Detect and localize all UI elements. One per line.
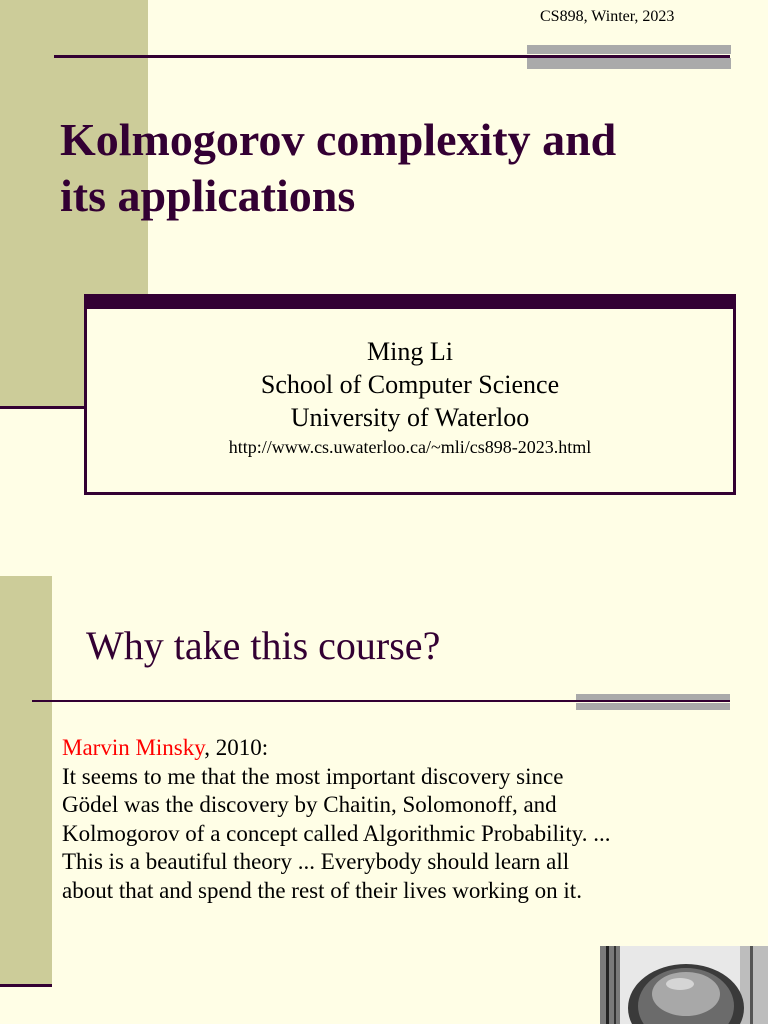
title-line-2: its applications [60,170,356,221]
quote-author: Marvin Minsky [62,735,205,760]
minsky-quote [62,734,742,905]
author-university: University of Waterloo [290,403,530,432]
heading-accent-bar-lower [576,703,730,710]
top-accent-bar [527,45,731,54]
course-tag: CS898, Winter, 2023 [540,8,675,25]
sidebar-decoration-2 [0,576,52,984]
sidebar-rule [0,406,84,409]
slide-title [60,112,750,224]
quote-year: , 2010: [204,735,269,760]
top-rule [54,55,730,58]
sidebar-rule-2 [0,984,52,987]
quote-line-2: Gödel was the discovery by Chaitin, Solomonoff, and [62,792,557,817]
author-name: Ming Li [367,337,453,366]
course-url-link[interactable]: http://www.cs.uwaterloo.ca/~mli/cs898-2023.html [228,437,592,457]
quote-line-1: It seems to me that the most important discovery since [62,763,564,789]
quote-line-3: Kolmogorov of a concept called Algorithmic Probability. ... [62,820,611,846]
author-school: School of Computer Science [260,370,560,399]
quote-attribution [62,734,742,763]
author-box [84,309,736,495]
quote-line-5: about that and spend the rest of their lives working on it. [62,877,582,903]
minsky-photo [600,946,768,1024]
heading-rule [32,700,730,702]
heading-accent-bar [576,694,730,700]
portrait-image [600,946,768,1024]
slide-2-heading: Why take this course? [86,623,441,668]
title-line-1: Kolmogorov complexity and [60,114,617,165]
top-accent-bar-lower [527,58,731,69]
quote-line-4: This is a beautiful theory ... Everybody should learn all [62,849,570,874]
